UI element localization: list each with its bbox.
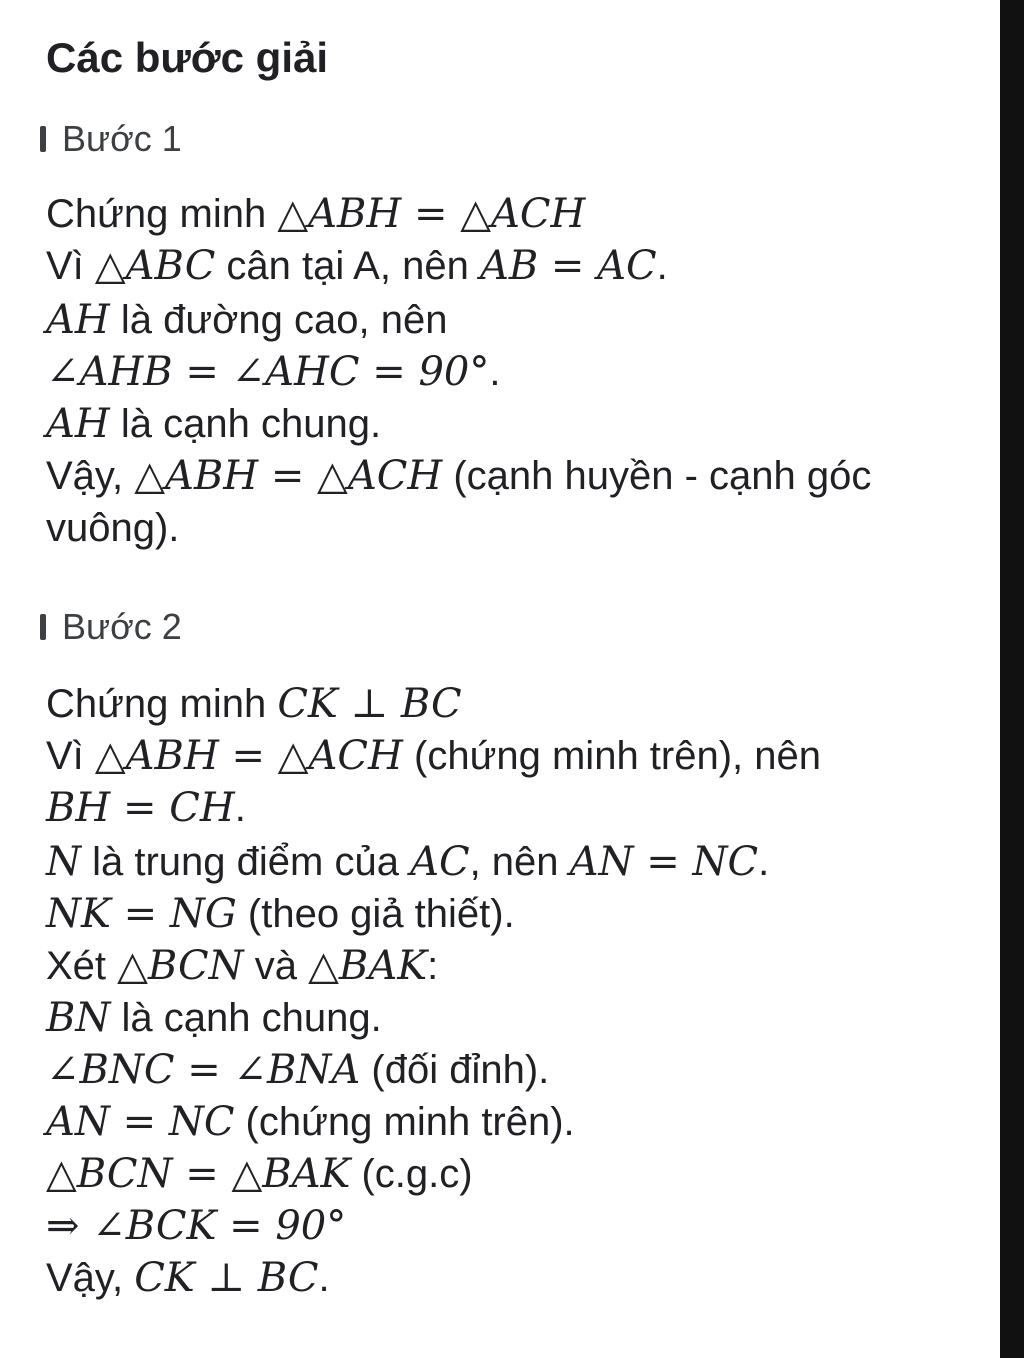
step-1-header [40,118,182,160]
screen-edge [1000,0,1024,1358]
step-1-line: vuông). [46,506,180,550]
step-2-line: △BCN = △BAK (c.g.c) [46,1151,473,1197]
step-1-line: Vì △ABC cân tại A, nên AB = AC. [46,243,668,289]
step-2-line: Xét △BCN và △BAK: [46,943,439,989]
step-2-header [40,606,182,648]
page-title: Các bước giải [46,34,329,81]
step-2-line: Vậy, CK ⊥ BC. [46,1255,330,1301]
step-marker-icon [40,126,46,152]
step-2-line: NK = NG (theo giả thiết). [46,891,515,937]
step-2-line: BH = CH. [46,785,246,831]
step-2-line: Vì △ABH = △ACH (chứng minh trên), nên [46,733,822,779]
step-2-label: Bước 2 [62,606,182,647]
step-marker-icon [40,614,46,640]
step-1-line: ∠AHB = ∠AHC = 90°. [46,349,501,395]
step-1-line: Chứng minh △ABH = △ACH [46,191,586,237]
step-2-line: ∠BNC = ∠BNA (đối đỉnh). [46,1047,550,1093]
step-2-line: AN = NC (chứng minh trên). [46,1099,575,1145]
step-1-label: Bước 1 [62,118,182,159]
step-2-line: BN là cạnh chung. [46,995,382,1041]
step-1-line: AH là đường cao, nên [46,297,448,343]
step-2-line: N là trung điểm của AC, nên AN = NC. [46,839,770,885]
step-2-line: ⇒ ∠BCK = 90° [46,1203,347,1249]
step-2-line: Chứng minh CK ⊥ BC [46,681,462,727]
step-1-line: AH là cạnh chung. [46,401,382,447]
step-1-line: Vậy, △ABH = △ACH (cạnh huyền - cạnh góc [46,453,872,499]
